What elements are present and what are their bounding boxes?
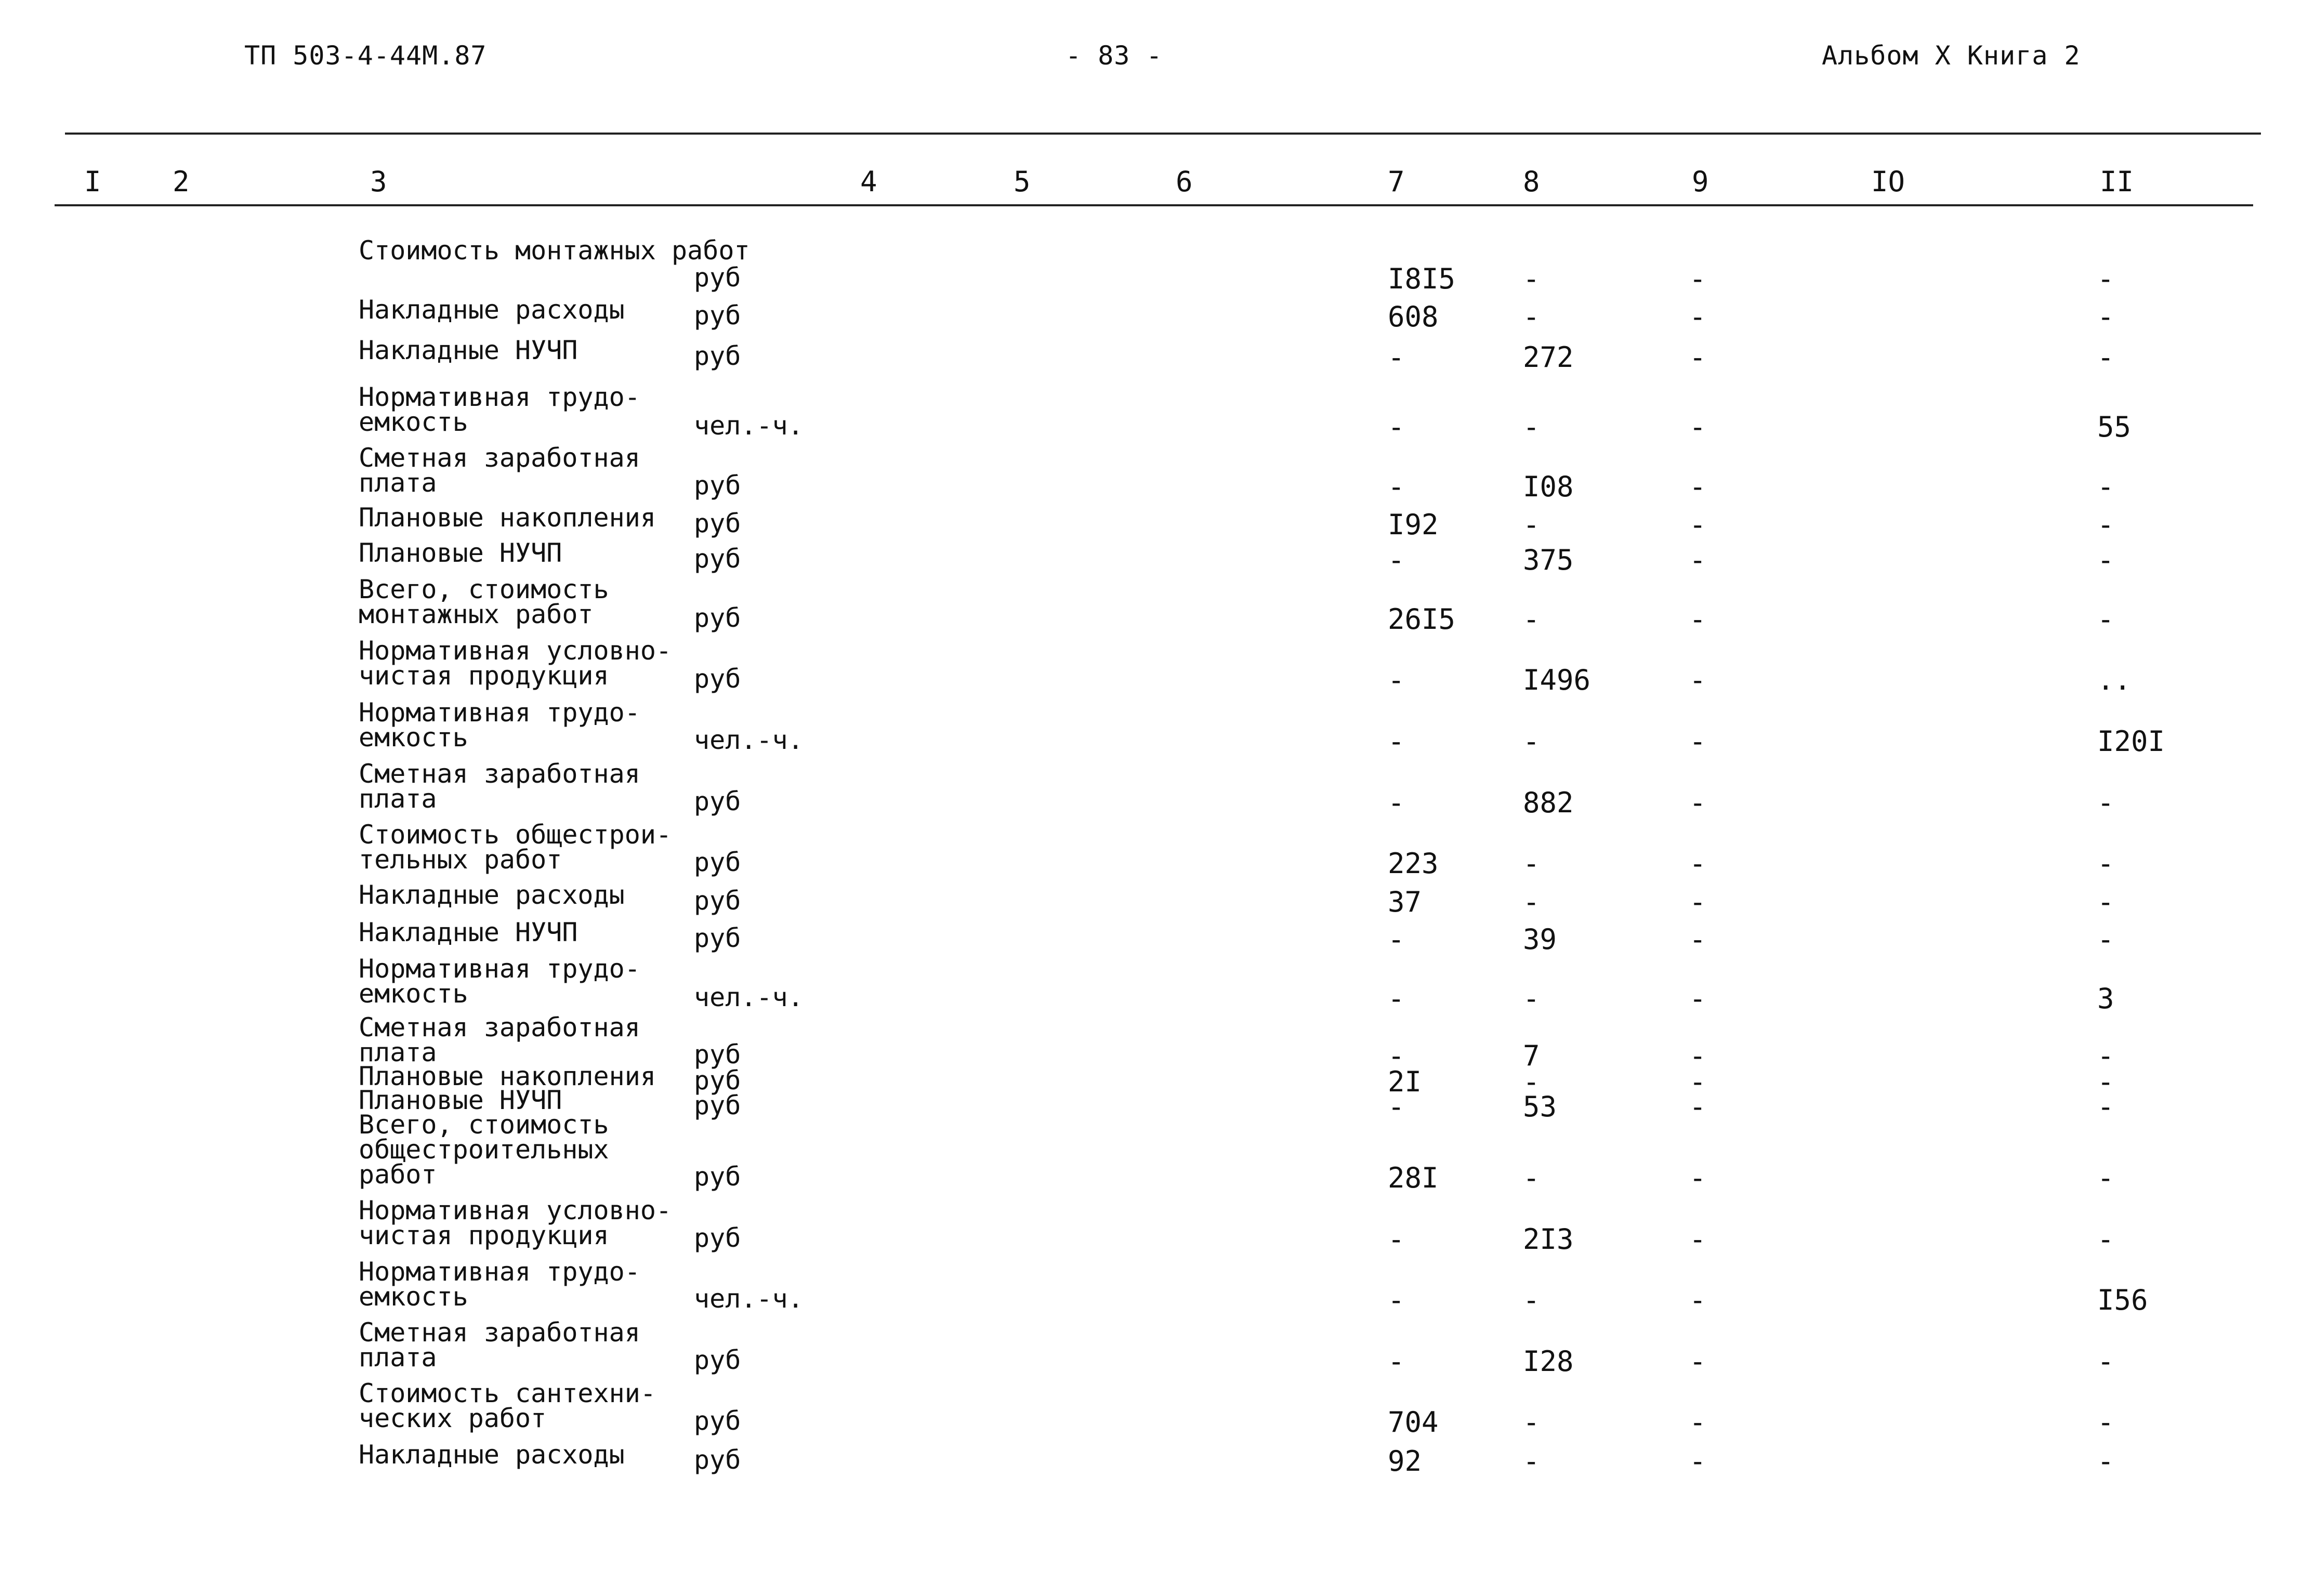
cell-column-8: 2I3 — [1523, 1223, 1574, 1256]
row-label: Плановые НУЧП — [359, 538, 562, 568]
cell-column-8: - — [1523, 411, 1540, 443]
cell-column-9: - — [1689, 411, 1706, 443]
row-label: Плановые НУЧП — [359, 1085, 562, 1115]
page-number: - 83 - — [1066, 41, 1163, 71]
cell-column-9: - — [1689, 1406, 1706, 1439]
row-unit: руб — [694, 508, 741, 538]
cell-column-7: - — [1388, 1090, 1405, 1123]
column-number: IO — [1871, 165, 1905, 198]
cell-column-7: I8I5 — [1388, 262, 1456, 295]
row-unit: руб — [694, 1223, 741, 1253]
document-code: ТП 503-4-44М.87 — [244, 41, 487, 71]
cell-column-8: - — [1523, 300, 1540, 333]
cell-column-7: - — [1388, 786, 1405, 819]
cell-column-7: - — [1388, 1223, 1405, 1256]
cell-column-9: - — [1689, 1162, 1706, 1194]
cell-column-8: 7 — [1523, 1039, 1540, 1072]
column-number: 6 — [1176, 165, 1193, 198]
row-unit: руб — [694, 341, 741, 371]
cell-column-8: - — [1523, 1284, 1540, 1316]
column-number: 8 — [1523, 165, 1540, 198]
cell-column-9: - — [1689, 1445, 1706, 1478]
row-label: Всего, стоимость общестроительных работ — [359, 1110, 609, 1190]
cell-column-11: - — [2097, 603, 2114, 636]
cell-column-7: - — [1388, 341, 1405, 374]
row-unit: руб — [694, 786, 741, 816]
row-unit: руб — [694, 1039, 741, 1070]
cell-column-8: 53 — [1523, 1090, 1557, 1123]
row-label: Стоимость сантехни- ческих работ — [359, 1378, 656, 1433]
cell-column-8: 375 — [1523, 544, 1574, 576]
row-unit: руб — [694, 847, 741, 877]
cell-column-9: - — [1689, 508, 1706, 541]
row-label: Накладные расходы — [359, 295, 625, 325]
cell-column-7: 28I — [1388, 1162, 1439, 1194]
album-reference: Альбом X Книга 2 — [1822, 41, 2081, 71]
row-label: Стоимость монтажных работ — [359, 235, 750, 266]
row-label: Нормативная трудо- емкость — [359, 1257, 640, 1312]
cell-column-11: - — [2097, 262, 2114, 295]
row-label: Плановые накопления — [359, 1061, 656, 1091]
cell-column-7: - — [1388, 923, 1405, 956]
cell-column-11: - — [2097, 786, 2114, 819]
row-label: Накладные расходы — [359, 1440, 625, 1470]
row-label: Накладные расходы — [359, 880, 625, 910]
cell-column-7: - — [1388, 411, 1405, 443]
cell-column-8: I28 — [1523, 1345, 1574, 1378]
cell-column-8: - — [1523, 847, 1540, 880]
cell-column-8: - — [1523, 1162, 1540, 1194]
row-label: Сметная заработная плата — [359, 1317, 640, 1373]
column-number: I — [84, 165, 101, 198]
cell-column-11: - — [2097, 886, 2114, 918]
cell-column-9: - — [1689, 1090, 1706, 1123]
cell-column-9: - — [1689, 725, 1706, 758]
row-label: Нормативная условно- чистая продукция — [359, 636, 672, 691]
row-label: Сметная заработная плата — [359, 443, 640, 498]
cell-column-8: 39 — [1523, 923, 1557, 956]
cell-column-11: - — [2097, 1345, 2114, 1378]
cell-column-7: - — [1388, 1284, 1405, 1316]
row-label: Сметная заработная плата — [359, 759, 640, 814]
row-label: Накладные НУЧП — [359, 335, 578, 365]
cell-column-11: - — [2097, 470, 2114, 503]
row-label: Всего, стоимость монтажных работ — [359, 574, 609, 629]
cell-column-11: - — [2097, 508, 2114, 541]
cell-column-11: - — [2097, 1223, 2114, 1256]
cell-column-9: - — [1689, 786, 1706, 819]
row-label: Нормативная условно- чистая продукция — [359, 1195, 672, 1250]
cell-column-7: - — [1388, 982, 1405, 1015]
column-number: 3 — [370, 165, 387, 198]
cell-column-8: 882 — [1523, 786, 1574, 819]
cell-column-9: - — [1689, 886, 1706, 918]
row-unit: руб — [694, 300, 741, 331]
row-unit: руб — [694, 1090, 741, 1120]
cell-column-9: - — [1689, 262, 1706, 295]
row-label: Плановые накопления — [359, 503, 656, 533]
cell-column-8: - — [1523, 886, 1540, 918]
cell-column-9: - — [1689, 1039, 1706, 1072]
cell-column-9: - — [1689, 982, 1706, 1015]
cell-column-9: - — [1689, 1065, 1706, 1098]
cell-column-7: - — [1388, 664, 1405, 696]
cell-column-8: - — [1523, 262, 1540, 295]
cell-column-8: - — [1523, 508, 1540, 541]
row-unit: руб — [694, 664, 741, 694]
cell-column-8: - — [1523, 982, 1540, 1015]
cell-column-11: - — [2097, 923, 2114, 956]
column-number: 7 — [1388, 165, 1405, 198]
cell-column-8: - — [1523, 1065, 1540, 1098]
column-number: 2 — [173, 165, 190, 198]
row-label: Нормативная трудо- емкость — [359, 697, 640, 753]
cell-column-7: 704 — [1388, 1406, 1439, 1439]
row-unit: руб — [694, 1345, 741, 1375]
row-label: Стоимость общестрои- тельных работ — [359, 820, 672, 875]
row-unit: руб — [694, 886, 741, 916]
cell-column-11: - — [2097, 1039, 2114, 1072]
cell-column-9: - — [1689, 544, 1706, 576]
row-label: Накладные НУЧП — [359, 917, 578, 947]
cell-column-9: - — [1689, 1345, 1706, 1378]
row-unit: чел.-ч. — [694, 725, 804, 755]
cell-column-9: - — [1689, 341, 1706, 374]
cell-column-7: - — [1388, 1345, 1405, 1378]
cell-column-9: - — [1689, 1284, 1706, 1316]
cell-column-11: - — [2097, 544, 2114, 576]
cell-column-7: 26I5 — [1388, 603, 1456, 636]
cell-column-8: - — [1523, 1445, 1540, 1478]
row-unit: руб — [694, 262, 741, 293]
column-number: 9 — [1692, 165, 1709, 198]
row-unit: руб — [694, 1065, 741, 1096]
row-label: Сметная заработная плата — [359, 1012, 640, 1067]
cell-column-8: 272 — [1523, 341, 1574, 374]
cell-column-9: - — [1689, 603, 1706, 636]
cell-column-7: 92 — [1388, 1445, 1422, 1478]
cell-column-11: - — [2097, 1090, 2114, 1123]
column-number: 5 — [1014, 165, 1031, 198]
cell-column-8: I08 — [1523, 470, 1574, 503]
cell-column-8: - — [1523, 1406, 1540, 1439]
cell-column-7: - — [1388, 544, 1405, 576]
cell-column-11: 3 — [2097, 982, 2114, 1015]
cell-column-11: .. — [2097, 664, 2132, 696]
cell-column-8: I496 — [1523, 664, 1591, 696]
row-unit: руб — [694, 1162, 741, 1192]
cell-column-7: I92 — [1388, 508, 1439, 541]
cell-column-11: - — [2097, 1162, 2114, 1194]
cell-column-11: - — [2097, 1445, 2114, 1478]
row-label: Нормативная трудо- емкость — [359, 382, 640, 437]
row-unit: руб — [694, 1445, 741, 1475]
cell-column-11: - — [2097, 847, 2114, 880]
row-unit: руб — [694, 603, 741, 633]
cell-column-11: I20I — [2097, 725, 2165, 758]
header-bottom-rule — [55, 204, 2253, 206]
row-unit: чел.-ч. — [694, 411, 804, 441]
cell-column-9: - — [1689, 470, 1706, 503]
cell-column-11: I56 — [2097, 1284, 2148, 1316]
cell-column-11: - — [2097, 1406, 2114, 1439]
cell-column-7: - — [1388, 1039, 1405, 1072]
row-label: Нормативная трудо- емкость — [359, 954, 640, 1009]
cell-column-9: - — [1689, 847, 1706, 880]
cell-column-7: 2I — [1388, 1065, 1422, 1098]
row-unit: руб — [694, 544, 741, 574]
cell-column-8: - — [1523, 603, 1540, 636]
row-unit: чел.-ч. — [694, 982, 804, 1012]
header-top-rule — [65, 133, 2261, 135]
cell-column-9: - — [1689, 1223, 1706, 1256]
cell-column-7: 223 — [1388, 847, 1439, 880]
cell-column-9: - — [1689, 664, 1706, 696]
cell-column-9: - — [1689, 300, 1706, 333]
row-unit: чел.-ч. — [694, 1284, 804, 1314]
cell-column-9: - — [1689, 923, 1706, 956]
cell-column-7: 37 — [1388, 886, 1422, 918]
cell-column-11: - — [2097, 341, 2114, 374]
row-unit: руб — [694, 1406, 741, 1436]
cell-column-11: - — [2097, 1065, 2114, 1098]
column-number: II — [2100, 165, 2134, 198]
row-unit: руб — [694, 923, 741, 953]
column-number: 4 — [860, 165, 877, 198]
cell-column-7: - — [1388, 725, 1405, 758]
cell-column-7: - — [1388, 470, 1405, 503]
cell-column-11: 55 — [2097, 411, 2132, 443]
row-unit: руб — [694, 470, 741, 500]
cell-column-11: - — [2097, 300, 2114, 333]
cell-column-8: - — [1523, 725, 1540, 758]
cell-column-7: 608 — [1388, 300, 1439, 333]
